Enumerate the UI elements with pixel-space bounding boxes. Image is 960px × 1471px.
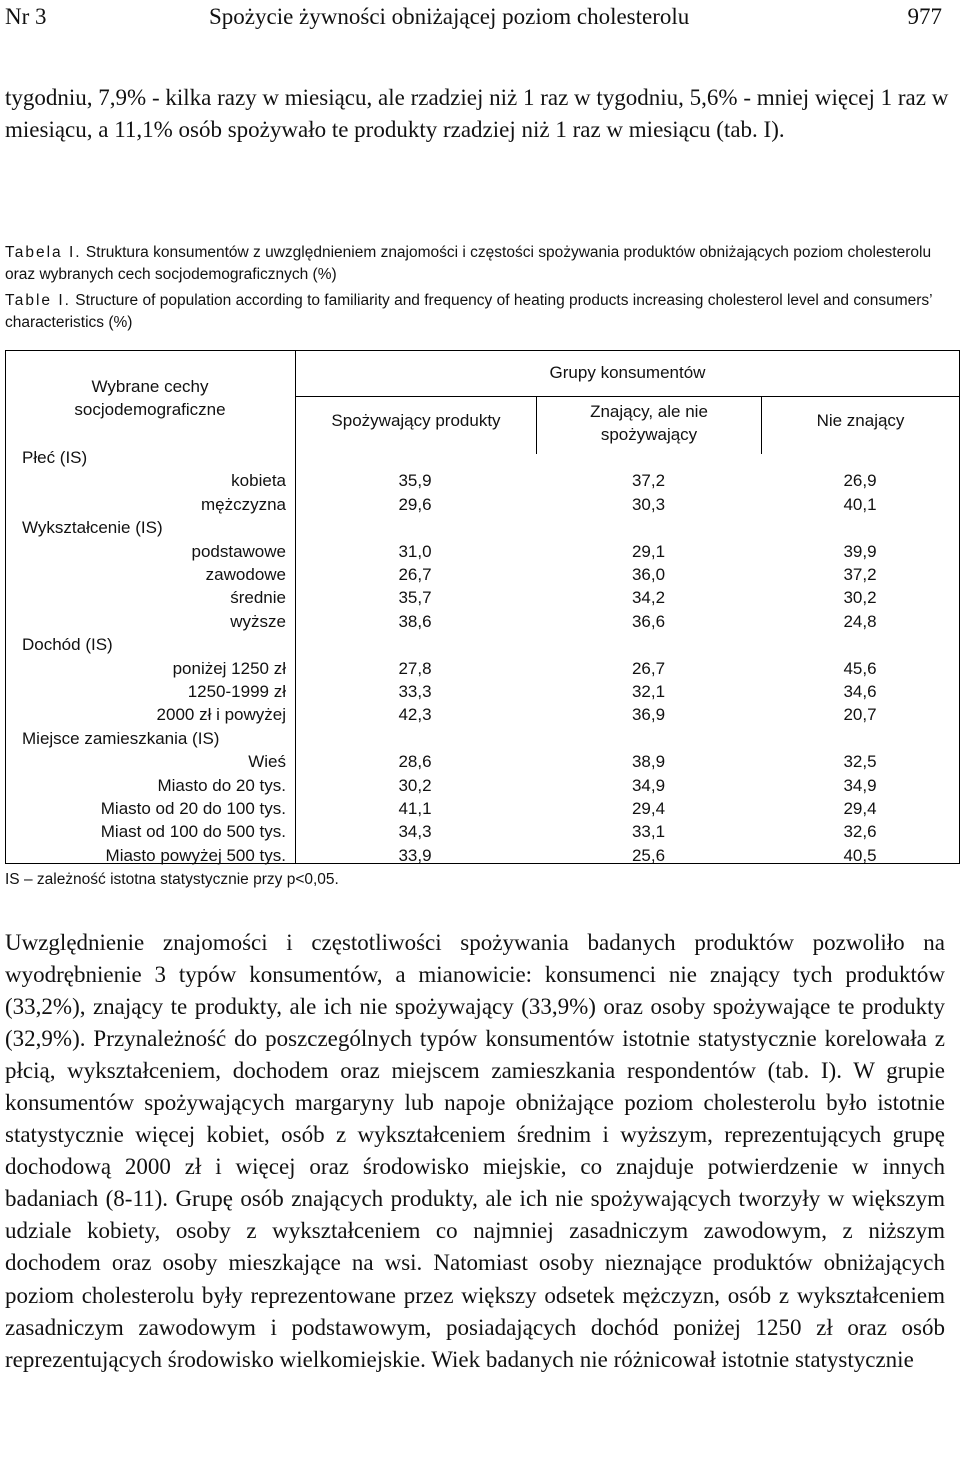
cell-value: 32,1 [631,682,666,701]
cell-value: 30,3 [631,494,666,514]
caption-en-label: Table I. [5,292,71,309]
section-title: Wykształcenie (IS) [22,518,163,538]
row-label: mężczyzna [200,494,286,514]
table-row [5,657,960,680]
table-note: IS – zależność istotna statystycznie przy p<0,05. [5,871,339,888]
row-label: poniżej 1250 zł [172,658,286,678]
table-row [5,703,960,726]
cell-value: 29,4 [843,799,877,818]
cell-value: 29,1 [631,541,666,561]
table-caption-pl [5,242,950,286]
table-row [5,844,960,867]
col-header-aware [537,400,761,446]
row-label: Miasto do 20 tys. [157,775,286,795]
cell-value: 34,9 [843,775,877,795]
row-label: Miasto od 20 do 100 tys. [100,799,286,818]
cell-value: 34,6 [843,682,877,701]
cell-value: 33,9 [398,845,432,865]
cell-value: 37,2 [631,471,666,491]
cell-value: 34,3 [398,822,432,842]
table-row [5,820,960,843]
col-header-consuming: Spożywający produkty [331,411,501,430]
table-row [5,797,960,820]
cell-value: 29,4 [631,799,666,818]
intro-paragraph: tygodniu, 7,9% - kilka razy w miesiącu, ale rzadziej niż 1 raz w tygodniu, 5,6% - mniej więcej 1 raz w miesiącu, a 11,1% osób spożywało te produkty rzadziej niż 1 raz w miesiącu (tab. I). [5,85,949,142]
section-title: Miejsce zamieszkania (IS) [22,728,220,748]
group-header-rule [296,396,959,397]
cell-value: 39,9 [843,541,877,561]
row-label: 2000 zł i powyżej [156,705,286,725]
cell-value: 26,7 [631,658,666,678]
caption-en-text: Structure of population according to familiarity and frequency of heating products increasing cholesterol level and consumers’ characteristics (%) [5,292,933,331]
row-header-text: Wybrane cechy socjodemograficzne [74,377,226,419]
cell-value: 34,9 [631,775,666,795]
section-title: Płeć (IS) [22,448,88,467]
cell-value: 36,0 [631,565,666,584]
caption-pl-text: Struktura konsumentów z uwzględnieniem znajomości i częstości spożywania produktów obniżających poziom cholesterolu oraz wybranych cech socjodemograficznych (%) [5,244,932,283]
cell-value: 37,2 [843,565,877,584]
table-row [5,680,960,703]
cell-value: 35,9 [398,471,432,491]
col-header-unaware: Nie znający [816,411,905,430]
cell-value: 36,6 [631,611,666,631]
cell-value: 42,3 [398,705,432,725]
cell-value: 41,1 [398,799,432,818]
row-label: podstawowe [191,541,286,561]
running-title: Spożycie żywności obniżającej poziom cholesterolu [209,4,690,29]
cell-value: 26,9 [843,471,877,491]
body-paragraph: Uwzględnienie znajomości i częstotliwości spożywania badanych produktów pozwoliło na wyodrębnienie 3 typów konsumentów, a mianowicie: konsumenci nie znający tych produktów (33,2%), znający te produkty, ale ich nie spożywający (33,9%) oraz osoby spożywające te produkty (32,9%). Przynależność do poszczególnych typów konsumentów istotnie statystycznie korelowała z płcią, wykształceniem, dochodem oraz miejscem zamieszkania respondentów (tab. I). W grupie konsumentów spożywających margaryny lub napoje obniżające poziom cholesterolu było istotnie statystycznie więcej kobiet, osób z wykształceniem średnim i wyższym, reprezentujących grupę dochodową 2000 zł i więcej oraz środowisko miejskie, co znajduje potwierdzenie w innych badaniach (8-11). Grupę osób znających produkty, ale ich nie spożywających tworzyły w większym udziale kobiety, osoby z wykształceniem co najmniej zasadniczym zawodowym, z niższym dochodem oraz osoby mieszkające na wsi. Natomiast osoby nieznające produktów obniżających poziom cholesterolu były reprezentowane przez większy odsetek mężczyzn, osób z wykształceniem zasadniczym zawodowym i podstawowym, posiadających dochód poniżej 1250 zł oraz osób reprezentujących środowisko wielkomiejskie. Wiek badanych nie różnicował istotnie statystycznie [5,930,945,1372]
cell-value: 31,0 [398,541,432,561]
issue-number: Nr 3 [5,4,47,29]
cell-value: 28,6 [398,752,432,772]
page-header [0,0,960,34]
section-title: Dochód (IS) [22,635,113,655]
caption-pl-label: Tabela I. [5,244,82,261]
col-header-aware-text: Znający, ale nie spożywający [590,402,708,444]
cell-value: 38,9 [631,752,666,772]
cell-value: 30,2 [398,775,432,795]
table-row [5,563,960,586]
cell-value: 33,1 [631,822,666,842]
table-row [5,610,960,633]
row-label: Miast od 100 do 500 tys. [100,822,286,842]
cell-value: 32,6 [843,822,877,842]
cell-value: 29,6 [398,494,432,514]
cell-value: 24,8 [843,611,877,631]
page-number: 977 [907,4,942,29]
cell-value: 30,2 [843,588,877,608]
table-row [5,469,960,492]
table-row [5,774,960,797]
row-label: kobieta [231,471,286,491]
cell-value: 34,2 [631,588,666,608]
row-label: wyższe [230,611,286,631]
group-header: Grupy konsumentów [549,363,706,382]
row-label: Miasto powyżej 500 tys. [105,845,286,865]
row-header [5,375,295,421]
cell-value: 27,8 [398,658,432,678]
cell-value: 32,5 [843,752,877,772]
cell-value: 36,9 [631,705,666,725]
cell-value: 33,3 [398,682,432,701]
table-row [5,493,960,516]
cell-value: 26,7 [398,565,432,584]
row-label: zawodowe [205,565,286,584]
table-caption-en [5,290,950,334]
table-row [5,540,960,563]
cell-value: 20,7 [843,705,877,725]
cell-value: 40,5 [843,845,877,865]
table-row [5,586,960,609]
cell-value: 35,7 [398,588,432,608]
row-label: Wieś [248,752,286,772]
row-label: 1250-1999 zł [187,682,286,701]
cell-value: 45,6 [843,658,877,678]
cell-value: 25,6 [631,845,666,865]
table-row [5,750,960,773]
row-label: średnie [230,588,286,608]
cell-value: 40,1 [843,494,877,514]
cell-value: 38,6 [398,611,432,631]
